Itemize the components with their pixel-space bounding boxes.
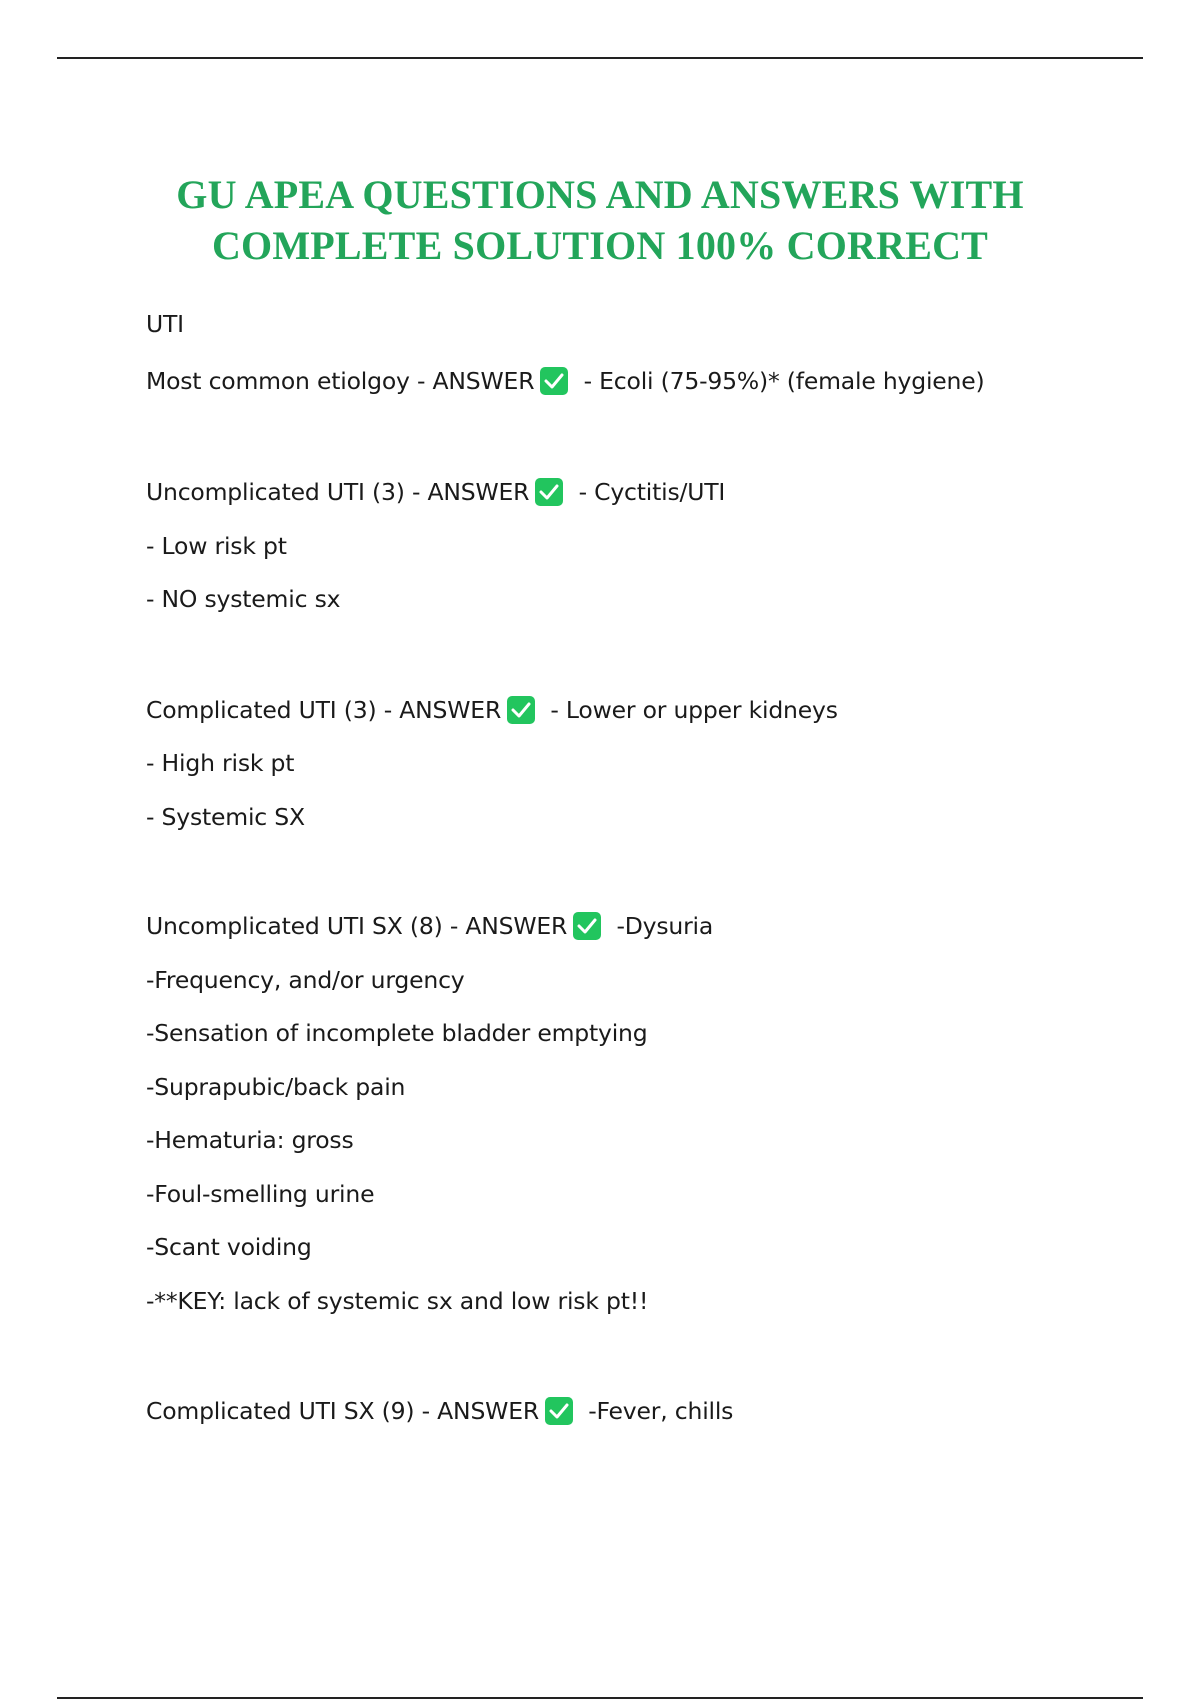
bottom-rule [57, 1697, 1143, 1699]
question-text: Uncomplicated UTI SX (8) - ANSWER [146, 912, 568, 940]
checkmark-icon [540, 367, 568, 395]
checkmark-icon [507, 696, 535, 724]
checkmark-icon [535, 478, 563, 506]
qa-line [146, 695, 838, 725]
answer-text: -Fever, chills [580, 1397, 734, 1425]
list-item: -Scant voiding [146, 1233, 312, 1261]
list-item: -**KEY: lack of systemic sx and low risk pt!! [146, 1287, 649, 1315]
question-text: Uncomplicated UTI (3) - ANSWER [146, 478, 530, 506]
question-text: Complicated UTI SX (9) - ANSWER [146, 1397, 539, 1425]
qa-line [146, 1396, 733, 1426]
list-item: - Systemic SX [146, 803, 305, 831]
list-item: -Sensation of incomplete bladder emptying [146, 1019, 648, 1047]
qa-line [146, 477, 725, 507]
question-text: Most common etiolgoy - ANSWER [146, 367, 535, 395]
title-line-1: GU APEA QUESTIONS AND ANSWERS WITH [176, 171, 1024, 217]
document-title [100, 169, 1100, 271]
answer-text: - Lower or upper kidneys [543, 696, 838, 724]
qa-line [146, 366, 984, 396]
checkmark-icon [573, 912, 601, 940]
list-item: - Low risk pt [146, 532, 287, 560]
checkmark-icon [545, 1397, 573, 1425]
top-rule [57, 57, 1143, 59]
answer-text: - Ecoli (75-95%)* (female hygiene) [576, 367, 985, 395]
list-item: -Foul-smelling urine [146, 1180, 375, 1208]
title-line-2: COMPLETE SOLUTION 100% CORRECT [211, 222, 989, 268]
list-item: -Frequency, and/or urgency [146, 966, 465, 994]
list-item: -Hematuria: gross [146, 1126, 354, 1154]
list-item: - NO systemic sx [146, 585, 341, 613]
section-heading: UTI [146, 310, 184, 338]
question-text: Complicated UTI (3) - ANSWER [146, 696, 502, 724]
answer-text: - Cyctitis/UTI [571, 478, 726, 506]
qa-line [146, 911, 713, 941]
answer-text: -Dysuria [609, 912, 714, 940]
list-item: - High risk pt [146, 749, 295, 777]
list-item: -Suprapubic/back pain [146, 1073, 406, 1101]
